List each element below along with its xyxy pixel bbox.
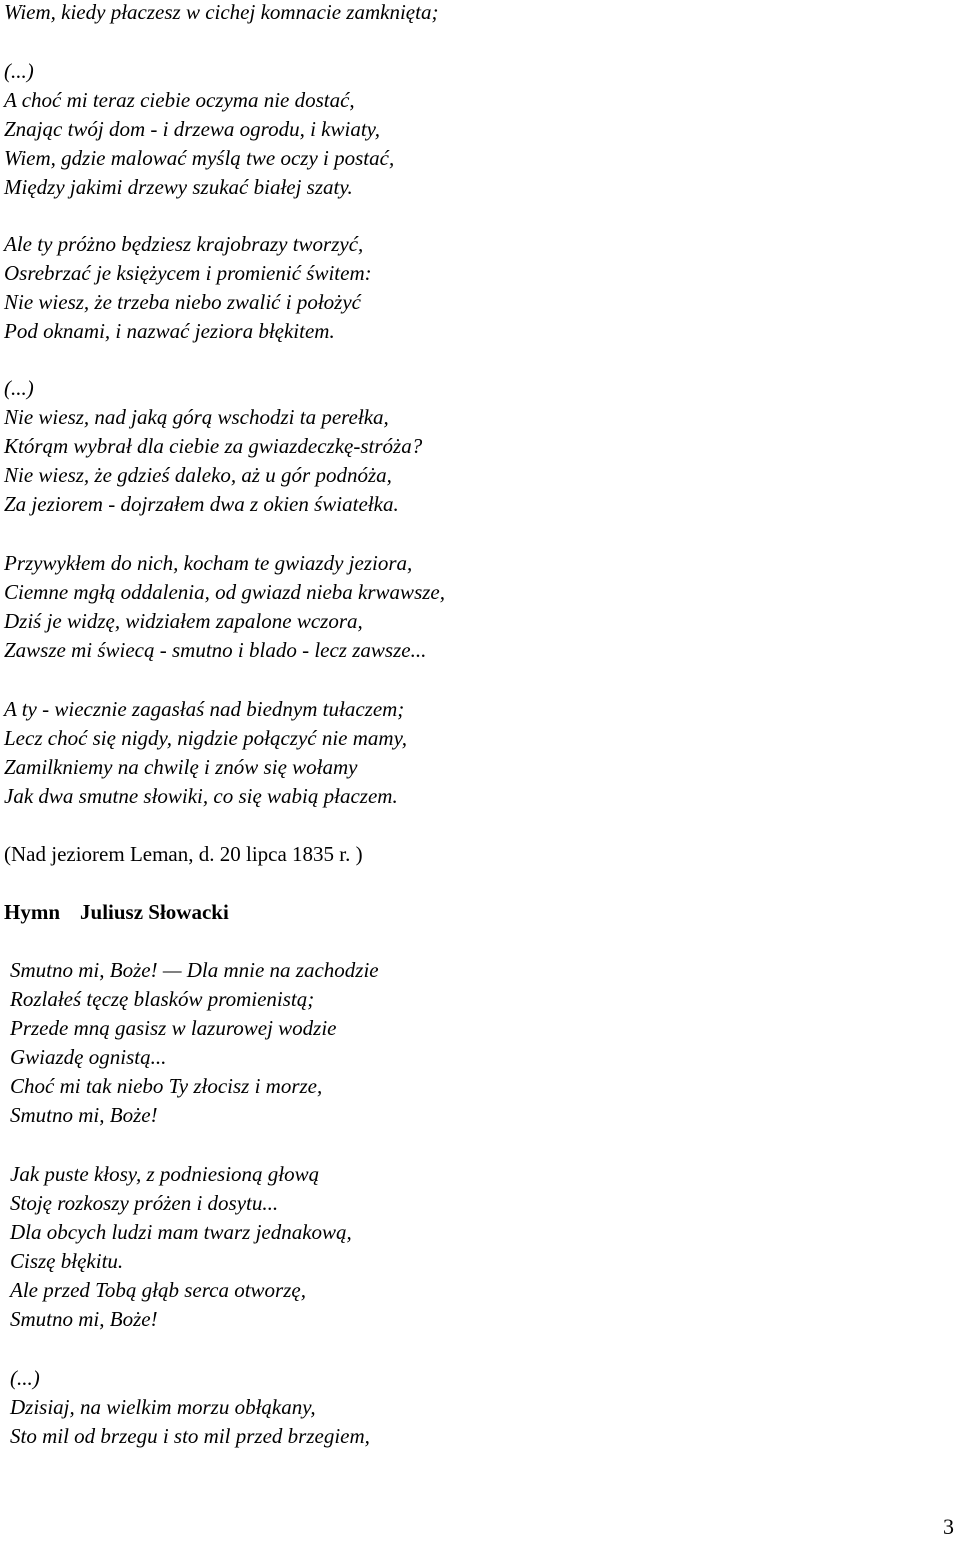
poem-line: Choć mi tak niebo Ty złocisz i morze, [10,1074,323,1098]
poem-line: Dla obcych ludzi mam twarz jednakową, [10,1220,352,1244]
poem-line: Za jeziorem - dojrzałem dwa z okien światełka. [4,492,399,516]
poem-line: Nie wiesz, że gdzieś daleko, aż u gór podnóża, [4,463,392,487]
poem-line: Pod oknami, i nazwać jeziora błękitem. [4,319,335,343]
poem-line: Jak puste kłosy, z podniesioną głową [10,1162,320,1186]
poem-author: Juliusz Słowacki [80,900,229,924]
poem-line: A choć mi teraz ciebie oczyma nie dostać, [4,88,355,112]
poem-line: Smutno mi, Boże! — Dla mnie na zachodzie [10,958,379,982]
poem-line: (...) [10,1366,40,1390]
poem-line: Osrebrzać je księżycem i promienić świtem: [4,261,372,285]
poem-line: Wiem, gdzie malować myślą twe oczy i postać, [4,146,395,170]
poem-line: Lecz choć się nigdy, nigdzie połączyć nie mamy, [4,726,407,750]
poem-line: Dzisiaj, na wielkim morzu obłąkany, [10,1395,316,1419]
poem-line: Znając twój dom - i drzewa ogrodu, i kwiaty, [4,117,381,141]
poem-line: Ciszę błękitu. [10,1249,124,1273]
poem-title: Hymn [4,900,61,924]
poem-line: Rozlałeś tęczę blasków promienistą; [10,987,315,1011]
poem-line: Smutno mi, Boże! [10,1103,158,1127]
poem-line: Ciemne mgłą oddalenia, od gwiazd nieba krwawsze, [4,580,445,604]
poem-line: Stoję rozkoszy próżen i dosytu... [10,1191,279,1215]
poem-line: Ale ty próżno będziesz krajobrazy tworzyć, [4,232,364,256]
poem-line: Smutno mi, Boże! [10,1307,158,1331]
poem-line: Wiem, kiedy płaczesz w cichej komnacie zamknięta; [4,0,439,24]
poem-line: Nie wiesz, nad jaką górą wschodzi ta perełka, [4,405,389,429]
poem-line: Sto mil od brzegu i sto mil przed brzegiem, [10,1424,370,1448]
poem-line: Dziś je widzę, widziałem zapalone wczora, [4,609,363,633]
poem-line: Przywykłem do nich, kocham te gwiazdy jeziora, [4,551,413,575]
page-number: 3 [943,1514,954,1539]
poem-line: Jak dwa smutne słowiki, co się wabią płaczem. [4,784,398,808]
poem-line: Przede mną gasisz w lazurowej wodzie [10,1016,337,1040]
date-note: (Nad jeziorem Leman, d. 20 lipca 1835 r. ) [4,842,363,866]
poem-line: Ale przed Tobą głąb serca otworzę, [10,1278,306,1302]
poem-line: Zawsze mi świecą - smutno i blado - lecz zawsze... [4,638,427,662]
poem-heading [4,898,229,926]
poem-line: (...) [4,376,34,400]
poem-line: Zamilkniemy na chwilę i znów się wołamy [4,755,358,779]
poem-line: Nie wiesz, że trzeba niebo zwalić i położyć [4,290,361,314]
poem-line: Gwiazdę ognistą... [10,1045,167,1069]
poem-line: Między jakimi drzewy szukać białej szaty. [4,175,353,199]
poem-line: A ty - wiecznie zagasłaś nad biednym tułaczem; [4,697,405,721]
poem-line: (...) [4,59,34,83]
poem-line: Którąm wybrał dla ciebie za gwiazdeczkę-stróża? [4,434,423,458]
